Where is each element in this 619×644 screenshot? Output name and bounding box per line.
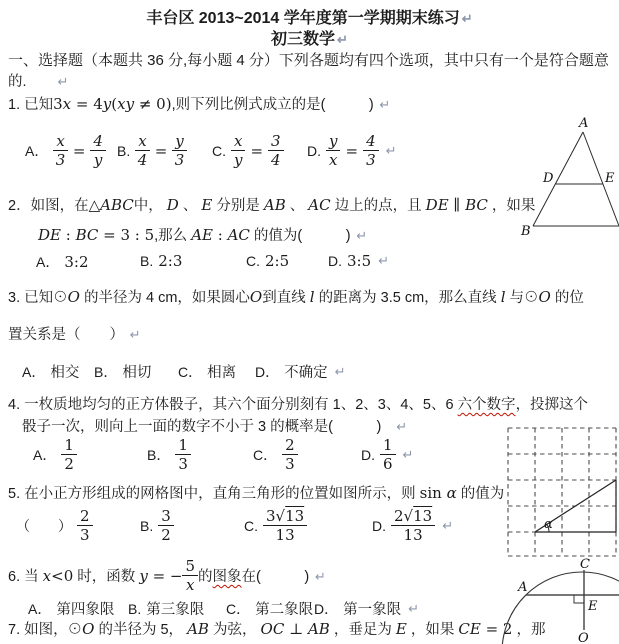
text-segment: y	[102, 95, 112, 113]
text-segment: O	[67, 288, 80, 306]
text-segment: 到直线	[262, 290, 310, 306]
text-segment: E	[395, 620, 407, 638]
q2-option-b: B. 2:3	[140, 252, 183, 270]
equals-sign: =	[154, 141, 168, 160]
fraction-with-radical: $\frac{3√13}{13}$	[263, 508, 307, 543]
text-segment: 边上的点，且	[330, 198, 426, 214]
q3-option-a: A． 相交	[22, 363, 80, 381]
option-label: A．	[25, 142, 49, 159]
fraction-with-radical: $\frac{2√13}{13}$	[391, 508, 435, 543]
triangle-label-d: D	[543, 171, 554, 186]
q6-stem-post	[198, 565, 326, 586]
text-segment: xy	[117, 95, 135, 113]
section-intro-line2	[8, 70, 68, 91]
q6-option-d: D． 第一象限 ↵	[314, 600, 420, 618]
return-mark-icon: ↵	[402, 446, 414, 462]
text-segment: D	[166, 196, 179, 214]
text-segment: = 3 : 5	[98, 226, 155, 244]
text-segment: = 4	[71, 95, 103, 113]
text-segment: 1. 已知	[8, 97, 54, 113]
q5-option-b: B. $\frac{3}{2}$	[140, 508, 174, 543]
fraction: $\frac{1}{3}$	[175, 437, 191, 472]
text-segment: 分别是	[212, 198, 264, 214]
q3-stem-line1	[8, 286, 584, 307]
fraction: $\frac{4}{y}$	[90, 133, 106, 168]
fraction: $\frac{1}{2}$	[61, 437, 77, 472]
text-segment: △ABC	[88, 196, 134, 214]
triangle-label-b: B	[521, 224, 531, 236]
text-segment: ↵	[311, 569, 326, 585]
q6-stem-pre	[8, 565, 182, 586]
triangle-label-e: E	[605, 171, 615, 186]
text-segment: l	[500, 288, 506, 306]
text-segment: 的值为	[456, 486, 505, 502]
q6-option-c: C． 第二象限	[226, 600, 314, 618]
equals-sign: =	[345, 141, 359, 160]
section-intro-line1: 一、选择题（本题共 36 分,每小题 4 分）下列各题均有四个选项，其中只有一个是符合题意	[8, 52, 609, 69]
q6-option-a: A． 第四象限	[28, 600, 115, 618]
grid-lines	[508, 428, 616, 556]
q3-stem-line2	[8, 323, 141, 344]
q5-option-d: D. $\frac{2√13}{13}$ ↵	[372, 507, 454, 545]
text-segment: 的距离为 3.5 cm，那么直线	[314, 290, 501, 306]
q1-option-d	[307, 133, 397, 168]
text-segment: 六个数字	[457, 397, 516, 413]
q3-option-b: B． 相切	[94, 363, 152, 381]
equals-sign: =	[72, 141, 86, 160]
circle-label-e: E	[588, 599, 598, 614]
text-segment: AE	[191, 226, 213, 244]
text-segment: ，如果	[406, 622, 459, 638]
text-segment: l	[309, 288, 315, 306]
q1-option-b	[117, 133, 187, 168]
text-segment: x	[62, 95, 72, 113]
text-segment: (	[111, 95, 118, 113]
fraction: $\frac{y}{3}$	[172, 133, 186, 168]
text-segment: 的	[198, 569, 213, 586]
text-segment: ，如果	[487, 198, 536, 214]
text-segment: ，那	[512, 622, 546, 638]
text-segment: CE	[458, 620, 481, 638]
text-segment: 、	[285, 198, 309, 214]
text-segment: 置关系是（ ）	[8, 327, 124, 343]
q6-stem	[8, 558, 326, 593]
text-segment: 为弦，	[208, 622, 261, 638]
text-segment: ↵	[383, 419, 408, 434]
return-mark-icon: ↵	[378, 253, 390, 268]
q4-option-d: D. $\frac{1}{6}$ ↵	[361, 436, 414, 474]
q2-option-c: C. 2:5	[246, 252, 290, 270]
return-mark-icon: ↵	[385, 142, 397, 158]
text-segment: ,则下列比例式成立的是( )	[171, 97, 374, 113]
q6-option-b: B. 第三象限	[128, 600, 205, 618]
text-segment: ↵	[126, 327, 141, 342]
q5-grid-figure	[496, 424, 619, 557]
text-segment: 的.	[8, 74, 56, 90]
doc-title-text: 丰台区 2013~2014 学年度第一学期期末练习	[146, 10, 460, 27]
q5-option-c: C. $\frac{3√13}{13}$	[244, 508, 307, 543]
text-segment: 5. 在小正方形组成的网格图中，直角三角形的位置如图所示，则	[8, 486, 420, 502]
return-mark-icon: ↵	[337, 32, 348, 47]
text-segment: = 2	[480, 620, 513, 638]
text-segment: AB	[187, 620, 209, 638]
q3-option-c: C． 相离	[178, 363, 237, 381]
text-segment: ,那么	[154, 228, 192, 244]
text-segment: 3. 已知⊙	[8, 290, 68, 306]
text-segment: OC	[260, 620, 285, 638]
fraction: $\frac{3}{2}$	[158, 508, 174, 543]
q5-stem	[8, 482, 504, 503]
text-segment: AB	[307, 620, 330, 638]
text-segment: 的位	[550, 290, 584, 306]
q4-stem-line1	[8, 393, 588, 414]
text-segment: :	[213, 226, 228, 244]
text-segment: 的值为( )	[249, 228, 351, 244]
text-segment: DE ∥ BC	[425, 196, 488, 214]
text-segment: BC	[75, 226, 99, 244]
text-segment: ↵	[57, 74, 69, 89]
text-segment: α	[446, 484, 457, 502]
text-segment: AB	[263, 196, 286, 214]
q4-option-c: C． $\frac{2}{3}$	[253, 437, 298, 472]
text-segment: 2．如图，在	[8, 198, 89, 214]
fraction: $\frac{x}{3}$	[53, 133, 67, 168]
equals-sign: =	[250, 141, 264, 160]
radical-sign: √	[275, 507, 286, 525]
doc-subtitle	[0, 26, 619, 49]
text-segment: ≠ 0)	[134, 95, 172, 113]
text-segment: ↵	[352, 228, 368, 243]
text-segment: 3	[53, 95, 63, 113]
q4-stem-line2	[22, 415, 407, 436]
text-segment: 的半径为 4 cm，如果圆心	[79, 290, 250, 306]
fraction: $\frac{1}{6}$	[380, 437, 396, 472]
text-segment: 中，	[133, 198, 167, 214]
doc-subtitle-text: 初三数学	[271, 31, 336, 48]
option-label: D.	[307, 142, 321, 159]
text-segment: 、	[178, 198, 202, 214]
q2-stem-line2	[38, 224, 367, 245]
text-segment: AC	[308, 196, 331, 214]
q2-option-d: D. 3:5 ↵	[328, 252, 390, 270]
text-segment: ，垂足为	[329, 622, 396, 638]
fraction: $\frac{2}{3}$	[282, 437, 298, 472]
q7-stem	[8, 618, 546, 639]
option-label: C.	[212, 142, 226, 159]
text-segment: DE	[38, 226, 61, 244]
fraction: $\frac{3}{4}$	[268, 133, 284, 168]
triangle-label-a: A	[579, 116, 589, 131]
text-segment: ，投掷这个	[515, 397, 589, 413]
text-segment: 骰子一次，则向上一面的数字不小于 3 的概率是( )	[22, 419, 382, 435]
q4-option-a: A． $\frac{1}{2}$	[33, 437, 77, 472]
fraction: $\frac{x}{4}$	[135, 133, 149, 168]
text-segment: 在( )	[241, 569, 310, 586]
fraction: $\frac{2}{3}$	[77, 508, 93, 543]
text-segment: 7. 如图，⊙	[8, 622, 83, 638]
circle-label-c: C	[580, 557, 590, 572]
text-segment: O	[538, 288, 551, 306]
text-segment: <0	[51, 567, 74, 586]
circle-label-o: O	[578, 631, 589, 644]
q2-stem-line1	[8, 194, 535, 215]
return-mark-icon: ↵	[461, 11, 473, 26]
text-segment: O	[249, 288, 263, 306]
return-mark-icon: ↵	[442, 517, 454, 533]
return-mark-icon: ↵	[334, 363, 346, 379]
doc-title	[0, 5, 619, 28]
fraction: $\frac{y}{x}$	[326, 133, 340, 168]
angle-alpha-label: α	[544, 517, 553, 532]
right-angle-mark	[574, 595, 584, 603]
text-segment: 4. 一枚质地均匀的正方体骰子，其六个面分别刻有 1、2、3、4、5、6	[8, 397, 458, 413]
text-segment: 6. 当	[8, 569, 43, 586]
q1-stem	[8, 93, 390, 114]
text-segment: y	[139, 567, 148, 586]
q5-option-a: （ ） $\frac{2}{3}$	[16, 508, 93, 543]
text-segment: ↵	[375, 97, 391, 112]
circle-label-a: A	[518, 580, 528, 595]
q4-option-b: B． $\frac{1}{3}$	[147, 437, 191, 472]
q7-circle-figure	[494, 556, 619, 644]
fraction: $\frac{5}{x}$	[182, 558, 198, 593]
text-segment: 的半径为 5，	[94, 622, 188, 638]
text-segment: E	[201, 196, 213, 214]
fraction: $\frac{x}{y}$	[231, 133, 245, 168]
text-segment: 图象	[212, 569, 242, 586]
q1-option-a	[25, 133, 106, 168]
triangle-side-ab	[533, 132, 583, 226]
option-label: B.	[117, 142, 131, 159]
text-segment: x	[42, 567, 52, 586]
text-segment: = −	[147, 567, 183, 586]
return-mark-icon: ↵	[408, 600, 420, 616]
text-segment: :	[60, 226, 76, 244]
text-segment: ⊥	[284, 620, 308, 638]
fraction: $\frac{4}{3}$	[363, 133, 379, 168]
q2-option-a: A． 3:2	[36, 253, 89, 271]
text-segment: AC	[227, 226, 250, 244]
q1-option-c	[212, 133, 284, 168]
text-segment: sin	[419, 484, 447, 502]
radical-sign: √	[403, 507, 414, 525]
text-segment: 时，函数	[73, 569, 140, 586]
text-segment: O	[82, 620, 95, 638]
text-segment: 与⊙	[505, 290, 539, 306]
q2-triangle-figure	[494, 103, 619, 236]
q3-option-d: D． 不确定 ↵	[255, 363, 346, 381]
